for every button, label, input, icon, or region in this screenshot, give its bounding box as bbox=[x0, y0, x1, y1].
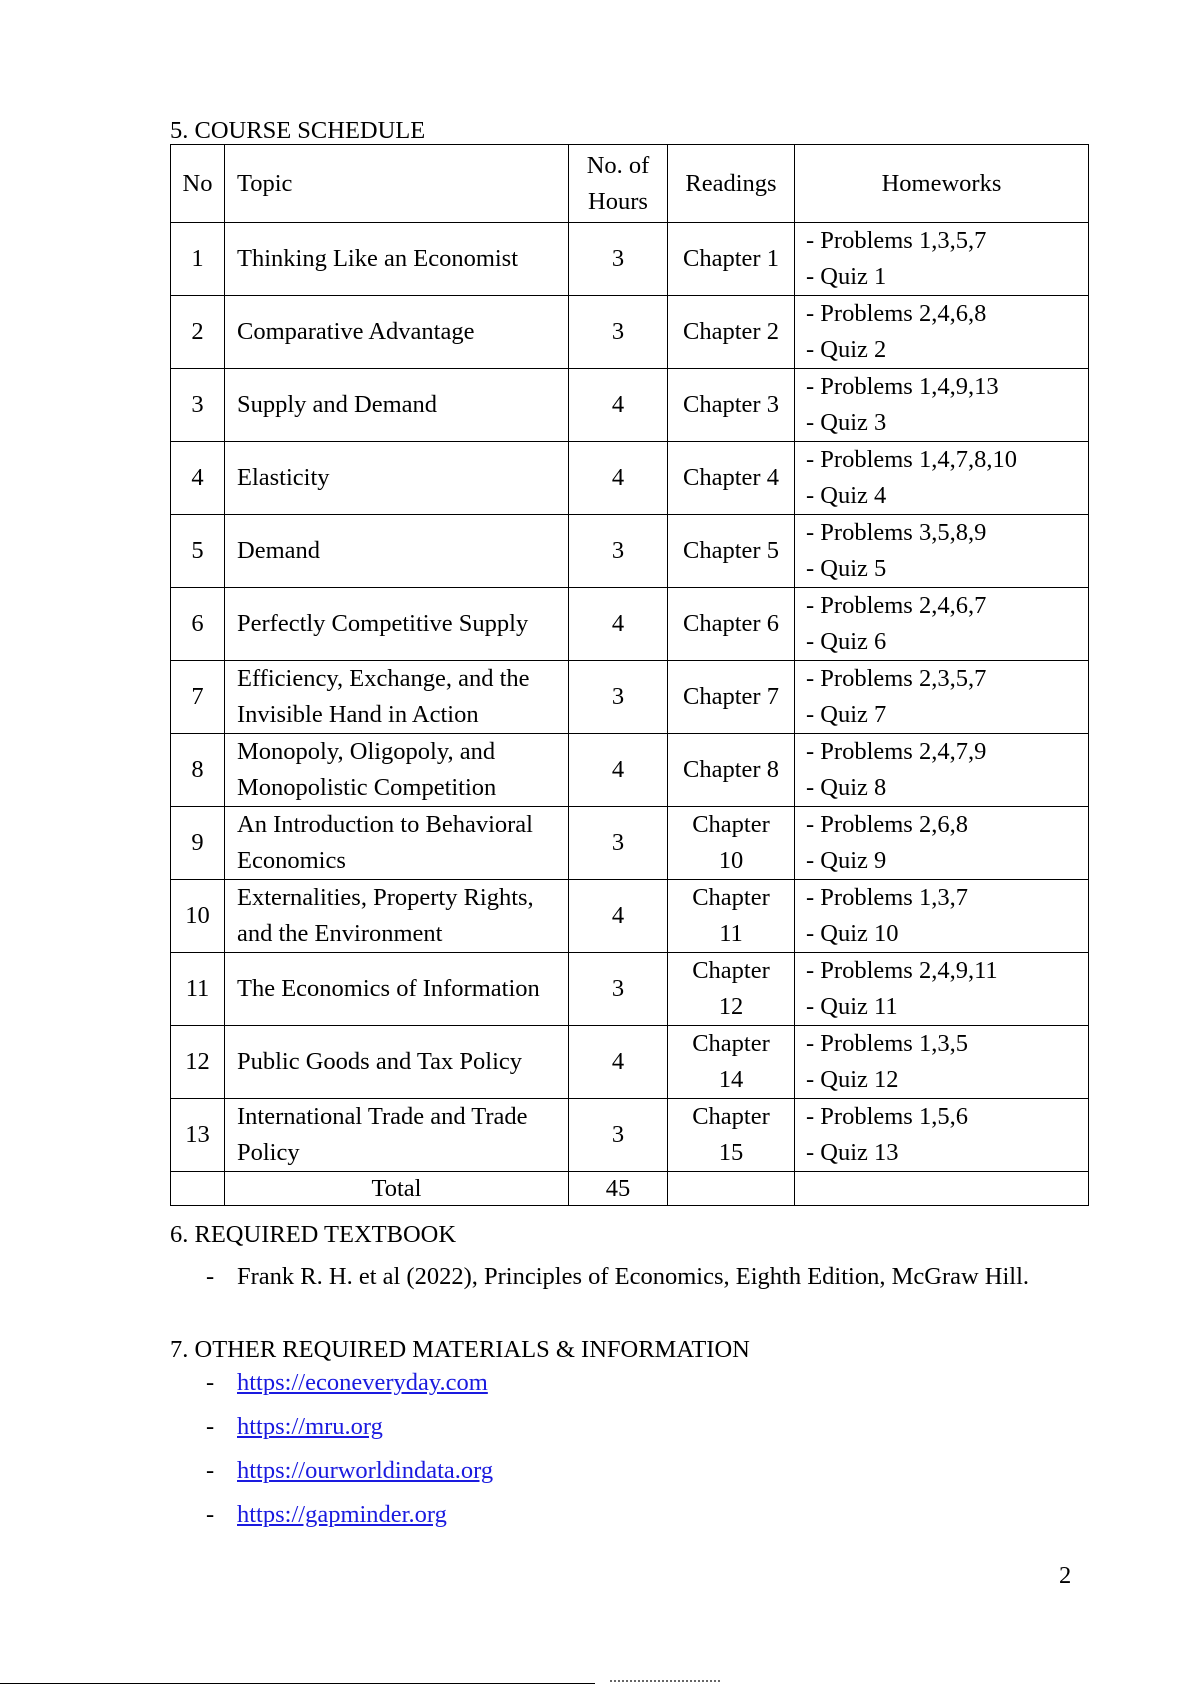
row-topic-line: Thinking Like an Economist bbox=[237, 245, 519, 272]
row-quiz: - Quiz 12 bbox=[806, 1066, 899, 1093]
row-hours: 4 bbox=[569, 880, 668, 953]
row-quiz: - Quiz 13 bbox=[806, 1139, 899, 1166]
row-topic-line: Invisible Hand in Action bbox=[237, 701, 479, 728]
row-quiz: - Quiz 7 bbox=[806, 701, 887, 728]
row-readings-line: Chapter bbox=[692, 1103, 770, 1130]
row-readings-line: 10 bbox=[718, 847, 744, 874]
row-problems: - Problems 2,3,5,7 bbox=[806, 665, 987, 692]
table-total-row bbox=[171, 1172, 1089, 1206]
row-readings-line: Chapter 8 bbox=[683, 756, 779, 783]
row-problems: - Problems 2,4,6,7 bbox=[806, 592, 987, 619]
row-problems: - Problems 3,5,8,9 bbox=[806, 519, 987, 546]
row-quiz: - Quiz 11 bbox=[806, 993, 898, 1020]
row-problems: - Problems 1,5,6 bbox=[806, 1103, 968, 1130]
row-quiz: - Quiz 2 bbox=[806, 336, 887, 363]
row-topic bbox=[225, 953, 569, 1026]
row-readings-line: 11 bbox=[719, 920, 743, 947]
row-topic bbox=[225, 734, 569, 807]
row-topic bbox=[225, 880, 569, 953]
row-hours: 3 bbox=[569, 1099, 668, 1172]
row-homeworks bbox=[795, 369, 1089, 442]
row-no: 7 bbox=[171, 661, 225, 734]
row-readings bbox=[668, 880, 795, 953]
row-no: 8 bbox=[171, 734, 225, 807]
row-topic bbox=[225, 369, 569, 442]
row-topic-line: Monopoly, Oligopoly, and bbox=[237, 738, 496, 765]
row-hours: 3 bbox=[569, 515, 668, 588]
row-hours: 3 bbox=[569, 661, 668, 734]
row-hours: 3 bbox=[569, 223, 668, 296]
table-row bbox=[171, 734, 1089, 807]
row-topic bbox=[225, 661, 569, 734]
link-ourworldindata[interactable]: https://ourworldindata.org bbox=[237, 1457, 494, 1484]
row-readings bbox=[668, 515, 795, 588]
row-quiz: - Quiz 3 bbox=[806, 409, 887, 436]
section-7-heading: 7. OTHER REQUIRED MATERIALS & INFORMATION bbox=[170, 1336, 750, 1363]
row-homeworks bbox=[795, 588, 1089, 661]
row-hours: 4 bbox=[569, 588, 668, 661]
row-readings-line: Chapter bbox=[692, 811, 770, 838]
header-homeworks: Homeworks bbox=[795, 145, 1089, 223]
row-readings bbox=[668, 296, 795, 369]
row-quiz: - Quiz 5 bbox=[806, 555, 887, 582]
row-no: 6 bbox=[171, 588, 225, 661]
row-quiz: - Quiz 1 bbox=[806, 263, 887, 290]
footer-divider bbox=[0, 1683, 595, 1684]
textbook-citation: Frank R. H. et al (2022), Principles of Economics, Eighth Edition, McGraw Hill. bbox=[237, 1263, 1030, 1290]
course-schedule-table bbox=[170, 144, 1089, 1206]
header-hours-line1: No. of bbox=[586, 151, 650, 179]
row-homeworks bbox=[795, 1026, 1089, 1099]
table-row bbox=[171, 1026, 1089, 1099]
row-readings-line: Chapter bbox=[692, 957, 770, 984]
row-readings bbox=[668, 369, 795, 442]
section-5-heading: 5. COURSE SCHEDULE bbox=[170, 117, 426, 144]
row-topic bbox=[225, 588, 569, 661]
table-header-row bbox=[171, 145, 1089, 223]
footer-mark bbox=[610, 1680, 720, 1685]
row-readings-line: Chapter 4 bbox=[683, 464, 779, 491]
table-row bbox=[171, 515, 1089, 588]
total-label: Total bbox=[225, 1172, 569, 1206]
header-hours bbox=[569, 145, 668, 223]
row-topic bbox=[225, 1099, 569, 1172]
row-problems: - Problems 2,4,6,8 bbox=[806, 300, 987, 327]
row-no: 10 bbox=[171, 880, 225, 953]
table-row bbox=[171, 807, 1089, 880]
row-topic-line: Policy bbox=[237, 1139, 300, 1166]
row-topic bbox=[225, 442, 569, 515]
table-row bbox=[171, 296, 1089, 369]
row-topic-line: The Economics of Information bbox=[237, 975, 540, 1002]
table-row bbox=[171, 588, 1089, 661]
link-econeveryday[interactable]: https://econeveryday.com bbox=[237, 1369, 488, 1396]
row-topic bbox=[225, 223, 569, 296]
link-dash: - bbox=[206, 1457, 215, 1484]
textbook-dash: - bbox=[206, 1263, 215, 1290]
row-homeworks bbox=[795, 953, 1089, 1026]
row-topic-line: Supply and Demand bbox=[237, 391, 438, 418]
total-no-blank bbox=[171, 1172, 225, 1206]
row-quiz: - Quiz 8 bbox=[806, 774, 887, 801]
table-row bbox=[171, 442, 1089, 515]
row-readings-line: Chapter 7 bbox=[683, 683, 779, 710]
header-readings: Readings bbox=[668, 145, 795, 223]
row-no: 12 bbox=[171, 1026, 225, 1099]
row-hours: 3 bbox=[569, 953, 668, 1026]
row-quiz: - Quiz 10 bbox=[806, 920, 899, 947]
row-hours: 4 bbox=[569, 734, 668, 807]
row-readings bbox=[668, 588, 795, 661]
row-hours: 4 bbox=[569, 442, 668, 515]
row-readings-line: Chapter 2 bbox=[683, 318, 779, 345]
row-hours: 4 bbox=[569, 369, 668, 442]
row-no: 5 bbox=[171, 515, 225, 588]
row-problems: - Problems 1,3,7 bbox=[806, 884, 968, 911]
row-topic-line: Perfectly Competitive Supply bbox=[237, 610, 529, 637]
page-number: 2 bbox=[1059, 1562, 1072, 1589]
row-no: 9 bbox=[171, 807, 225, 880]
row-readings-line: Chapter bbox=[692, 884, 770, 911]
link-dash: - bbox=[206, 1369, 215, 1396]
row-topic-line: International Trade and Trade bbox=[237, 1103, 528, 1130]
link-mru[interactable]: https://mru.org bbox=[237, 1413, 383, 1440]
row-topic bbox=[225, 515, 569, 588]
row-homeworks bbox=[795, 1099, 1089, 1172]
header-topic: Topic bbox=[225, 145, 569, 223]
row-topic bbox=[225, 1026, 569, 1099]
row-readings bbox=[668, 734, 795, 807]
row-topic-line: and the Environment bbox=[237, 920, 443, 947]
row-topic-line: Elasticity bbox=[237, 464, 330, 491]
row-readings bbox=[668, 807, 795, 880]
row-homeworks bbox=[795, 223, 1089, 296]
row-no: 13 bbox=[171, 1099, 225, 1172]
row-topic-line: Efficiency, Exchange, and the bbox=[237, 665, 530, 692]
row-homeworks bbox=[795, 515, 1089, 588]
row-problems: - Problems 2,4,9,11 bbox=[806, 957, 998, 984]
row-hours: 4 bbox=[569, 1026, 668, 1099]
row-topic-line: Externalities, Property Rights, bbox=[237, 884, 534, 911]
total-readings-blank bbox=[668, 1172, 795, 1206]
row-readings-line: Chapter 5 bbox=[683, 537, 779, 564]
row-quiz: - Quiz 6 bbox=[806, 628, 887, 655]
row-no: 11 bbox=[171, 953, 225, 1026]
row-readings bbox=[668, 661, 795, 734]
row-readings-line: Chapter 3 bbox=[683, 391, 779, 418]
row-problems: - Problems 1,3,5,7 bbox=[806, 227, 987, 254]
table-row bbox=[171, 223, 1089, 296]
row-readings-line: Chapter bbox=[692, 1030, 770, 1057]
row-no: 1 bbox=[171, 223, 225, 296]
row-problems: - Problems 1,4,9,13 bbox=[806, 373, 999, 400]
total-homeworks-blank bbox=[795, 1172, 1089, 1206]
row-readings-line: 12 bbox=[718, 993, 744, 1020]
row-readings-line: Chapter 1 bbox=[683, 245, 779, 272]
row-no: 2 bbox=[171, 296, 225, 369]
table-row bbox=[171, 369, 1089, 442]
section-6-heading: 6. REQUIRED TEXTBOOK bbox=[170, 1221, 457, 1248]
row-topic-line: Comparative Advantage bbox=[237, 318, 475, 345]
total-hours: 45 bbox=[569, 1172, 668, 1206]
row-homeworks bbox=[795, 296, 1089, 369]
row-readings-line: 14 bbox=[718, 1066, 744, 1093]
row-topic-line: Demand bbox=[237, 537, 320, 564]
row-homeworks bbox=[795, 661, 1089, 734]
row-problems: - Problems 2,4,7,9 bbox=[806, 738, 987, 765]
row-no: 3 bbox=[171, 369, 225, 442]
link-dash: - bbox=[206, 1501, 215, 1528]
row-problems: - Problems 2,6,8 bbox=[806, 811, 968, 838]
row-topic-line: An Introduction to Behavioral bbox=[237, 811, 533, 838]
table-row bbox=[171, 1099, 1089, 1172]
row-homeworks bbox=[795, 807, 1089, 880]
row-readings-line: Chapter 6 bbox=[683, 610, 779, 637]
table-row bbox=[171, 953, 1089, 1026]
row-topic bbox=[225, 807, 569, 880]
row-hours: 3 bbox=[569, 807, 668, 880]
header-no: No bbox=[171, 145, 225, 223]
row-homeworks bbox=[795, 442, 1089, 515]
row-readings-line: 15 bbox=[718, 1139, 744, 1166]
row-topic-line: Public Goods and Tax Policy bbox=[237, 1048, 523, 1075]
row-hours: 3 bbox=[569, 296, 668, 369]
row-quiz: - Quiz 9 bbox=[806, 847, 887, 874]
row-homeworks bbox=[795, 880, 1089, 953]
link-dash: - bbox=[206, 1413, 215, 1440]
link-gapminder[interactable]: https://gapminder.org bbox=[237, 1501, 447, 1528]
row-readings bbox=[668, 1026, 795, 1099]
table-row bbox=[171, 661, 1089, 734]
table-row bbox=[171, 880, 1089, 953]
header-hours-line2: Hours bbox=[588, 187, 648, 215]
row-readings bbox=[668, 223, 795, 296]
row-readings bbox=[668, 442, 795, 515]
row-topic-line: Monopolistic Competition bbox=[237, 774, 497, 801]
row-readings bbox=[668, 953, 795, 1026]
row-homeworks bbox=[795, 734, 1089, 807]
row-quiz: - Quiz 4 bbox=[806, 482, 887, 509]
row-no: 4 bbox=[171, 442, 225, 515]
row-readings bbox=[668, 1099, 795, 1172]
row-problems: - Problems 1,3,5 bbox=[806, 1030, 968, 1057]
row-topic-line: Economics bbox=[237, 847, 346, 874]
row-problems: - Problems 1,4,7,8,10 bbox=[806, 446, 1017, 473]
row-topic bbox=[225, 296, 569, 369]
